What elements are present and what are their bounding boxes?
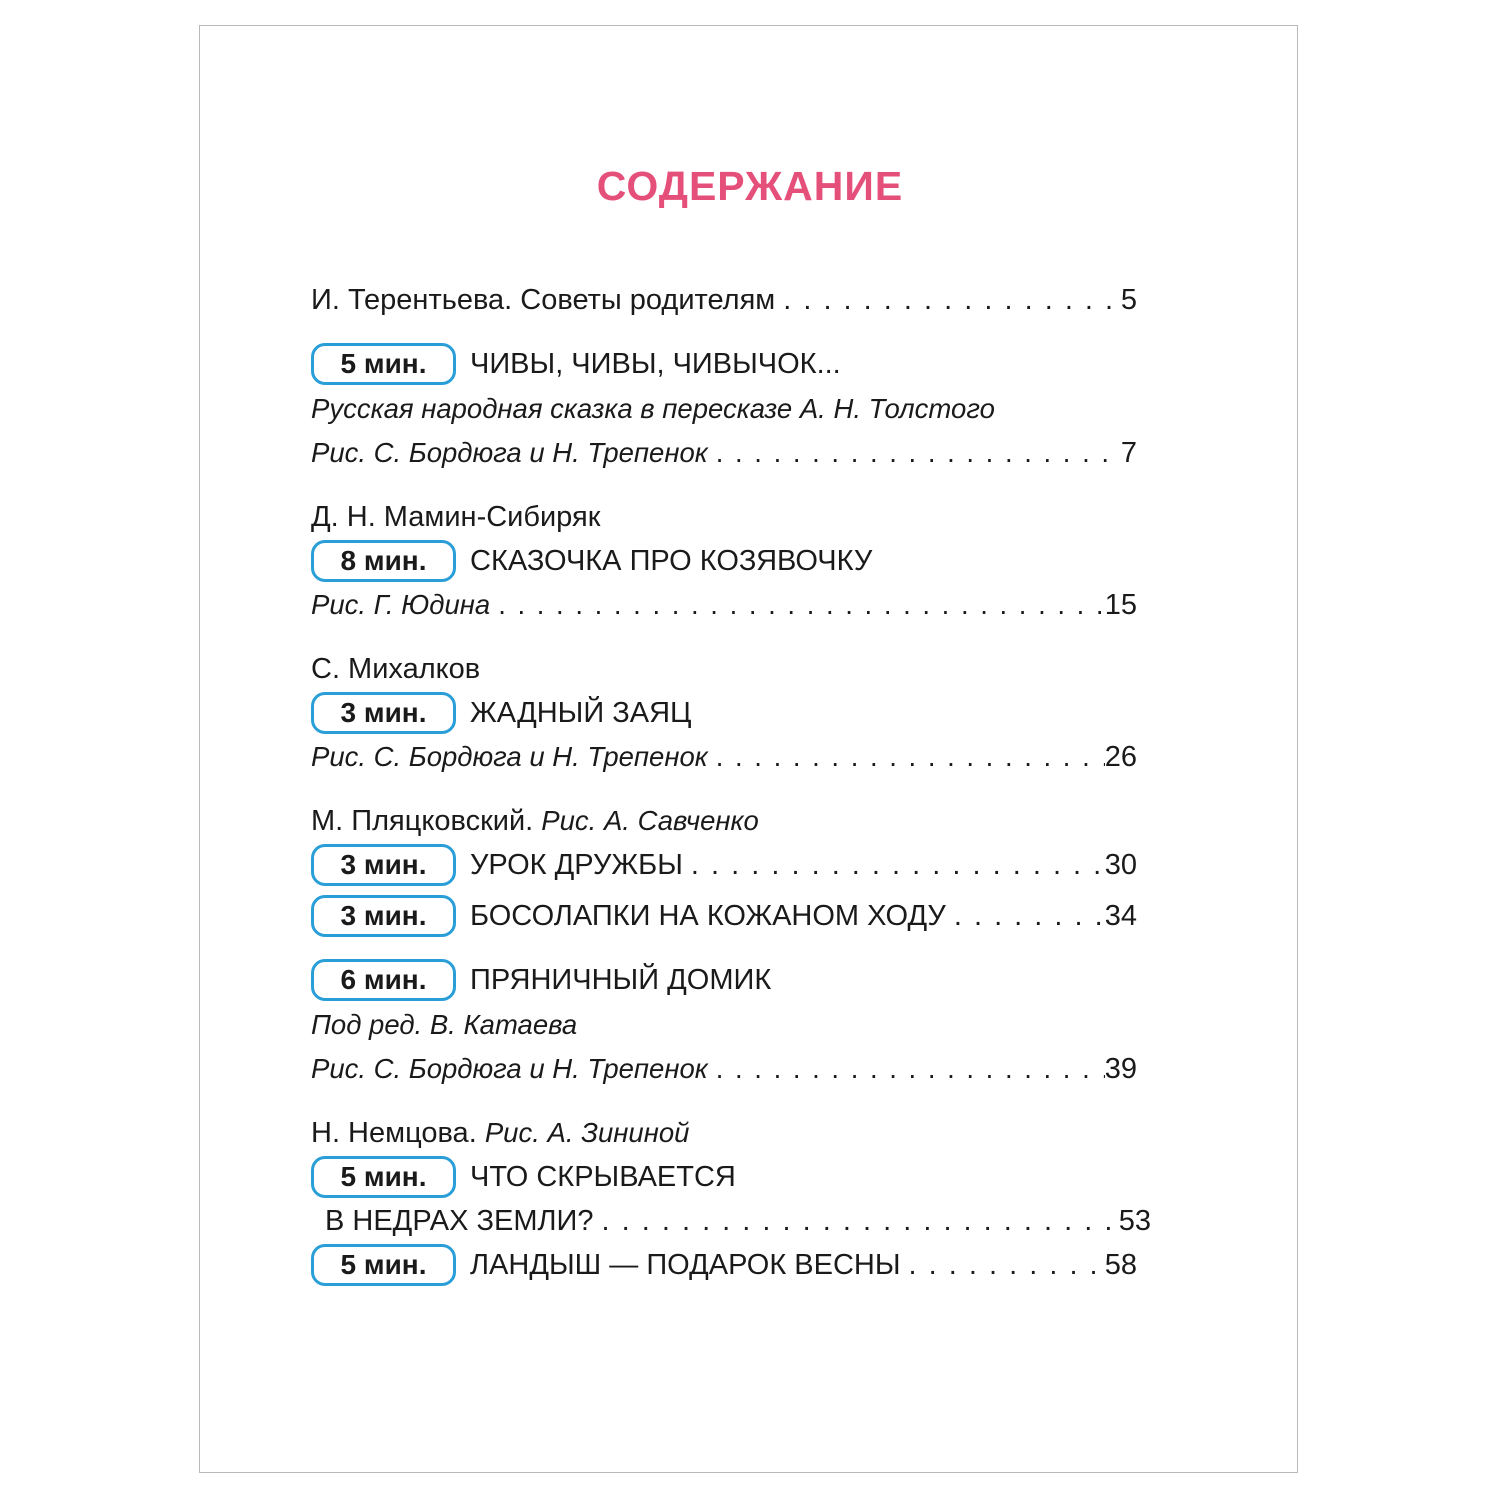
page-number: 39 xyxy=(1104,1052,1137,1085)
table-of-contents xyxy=(311,0,1151,1500)
dot-leader xyxy=(708,437,1121,469)
reading-time-badge: 3 мин. xyxy=(311,844,456,886)
entry-author: С. Михалков xyxy=(311,652,481,685)
entry-title: ЧТО СКРЫВАЕТСЯ xyxy=(470,1160,736,1193)
toc-entry-author xyxy=(311,1113,1137,1153)
reading-time-badge: 5 мин. xyxy=(311,343,456,385)
entry-text: Рис. С. Бордюга и Н. Трепенок xyxy=(311,741,708,772)
toc-entry-urok-druzhby[interactable] xyxy=(311,845,1137,885)
page-number: 30 xyxy=(1104,848,1137,881)
toc-entry-chivy[interactable] xyxy=(311,344,1137,384)
entry-title: БОСОЛАПКИ НА КОЖАНОМ ХОДУ xyxy=(470,899,946,932)
entry-illustrator: Рис. А. Зининой xyxy=(484,1117,690,1148)
dot-leader xyxy=(708,1053,1105,1085)
dot-leader xyxy=(775,284,1121,317)
entry-author: Н. Немцова. xyxy=(311,1116,477,1149)
entry-author: М. Пляцковский. xyxy=(311,804,534,837)
dot-leader xyxy=(594,1205,1119,1238)
toc-entry-author xyxy=(311,649,1137,689)
dot-leader xyxy=(708,741,1105,773)
reading-time-badge: 6 мин. xyxy=(311,959,456,1001)
reading-time-badge: 5 мин. xyxy=(311,1156,456,1198)
toc-entry-parents-advice[interactable] xyxy=(311,280,1137,320)
reading-time-badge: 5 мин. xyxy=(311,1244,456,1286)
entry-text: Рис. Г. Юдина xyxy=(311,589,491,620)
toc-entry-pryanichny-domik[interactable] xyxy=(311,960,1137,1000)
dot-leader xyxy=(490,589,1105,621)
toc-entry-bosolapki[interactable] xyxy=(311,896,1137,936)
page-number: 26 xyxy=(1104,740,1137,773)
page-number: 15 xyxy=(1104,588,1137,621)
toc-entry-editor xyxy=(311,1005,1137,1045)
reading-time-badge: 3 мин. xyxy=(311,895,456,937)
toc-entry-landysh[interactable] xyxy=(311,1245,1137,1285)
toc-entry-kozyavochka[interactable] xyxy=(311,541,1137,581)
entry-title: В НЕДРАХ ЗЕМЛИ? xyxy=(325,1204,594,1237)
entry-title: УРОК ДРУЖБЫ xyxy=(470,848,683,881)
toc-entry-subtitle xyxy=(311,389,1137,429)
toc-entry-author xyxy=(311,801,1137,841)
page-number: 7 xyxy=(1120,436,1137,469)
entry-title: ЛАНДЫШ — ПОДАРОК ВЕСНЫ xyxy=(470,1248,901,1281)
reading-time-badge: 3 мин. xyxy=(311,692,456,734)
entry-author: Д. Н. Мамин-Сибиряк xyxy=(311,500,601,533)
entry-text: Под ред. В. Катаева xyxy=(311,1009,578,1040)
toc-entry-illustrator xyxy=(311,433,1137,473)
page-number: 58 xyxy=(1104,1248,1137,1281)
entry-title: СКАЗОЧКА ПРО КОЗЯВОЧКУ xyxy=(470,544,873,577)
entry-title: ЖАДНЫЙ ЗАЯЦ xyxy=(470,696,692,729)
entry-text: Русская народная сказка в пересказе А. Н. Толстого xyxy=(311,393,995,424)
entry-text: Рис. С. Бордюга и Н. Трепенок xyxy=(311,437,708,468)
page-number: 34 xyxy=(1104,899,1137,932)
page-number: 53 xyxy=(1118,1204,1151,1237)
dot-leader xyxy=(901,1249,1105,1282)
page-title: СОДЕРЖАНИЕ xyxy=(596,163,904,209)
toc-entry-nedra-zemli-continued[interactable] xyxy=(311,1201,1151,1241)
entry-text: И. Терентьева. Советы родителям xyxy=(311,283,776,316)
entry-text: Рис. С. Бордюга и Н. Трепенок xyxy=(311,1053,708,1084)
entry-title: ЧИВЫ, ЧИВЫ, ЧИВЫЧОК... xyxy=(470,347,841,380)
entry-illustrator: Рис. А. Савченко xyxy=(541,805,759,836)
reading-time-badge: 8 мин. xyxy=(311,540,456,582)
toc-entry-zayats[interactable] xyxy=(311,693,1137,733)
toc-entry-illustrator xyxy=(311,585,1137,625)
entry-title: ПРЯНИЧНЫЙ ДОМИК xyxy=(470,963,772,996)
page-number: 5 xyxy=(1120,283,1137,316)
toc-entry-illustrator xyxy=(311,1049,1137,1089)
dot-leader xyxy=(683,849,1105,882)
dot-leader xyxy=(946,900,1105,933)
toc-entry-illustrator xyxy=(311,737,1137,777)
toc-entry-nedra-zemli[interactable] xyxy=(311,1157,1137,1197)
toc-entry-author xyxy=(311,497,1137,537)
